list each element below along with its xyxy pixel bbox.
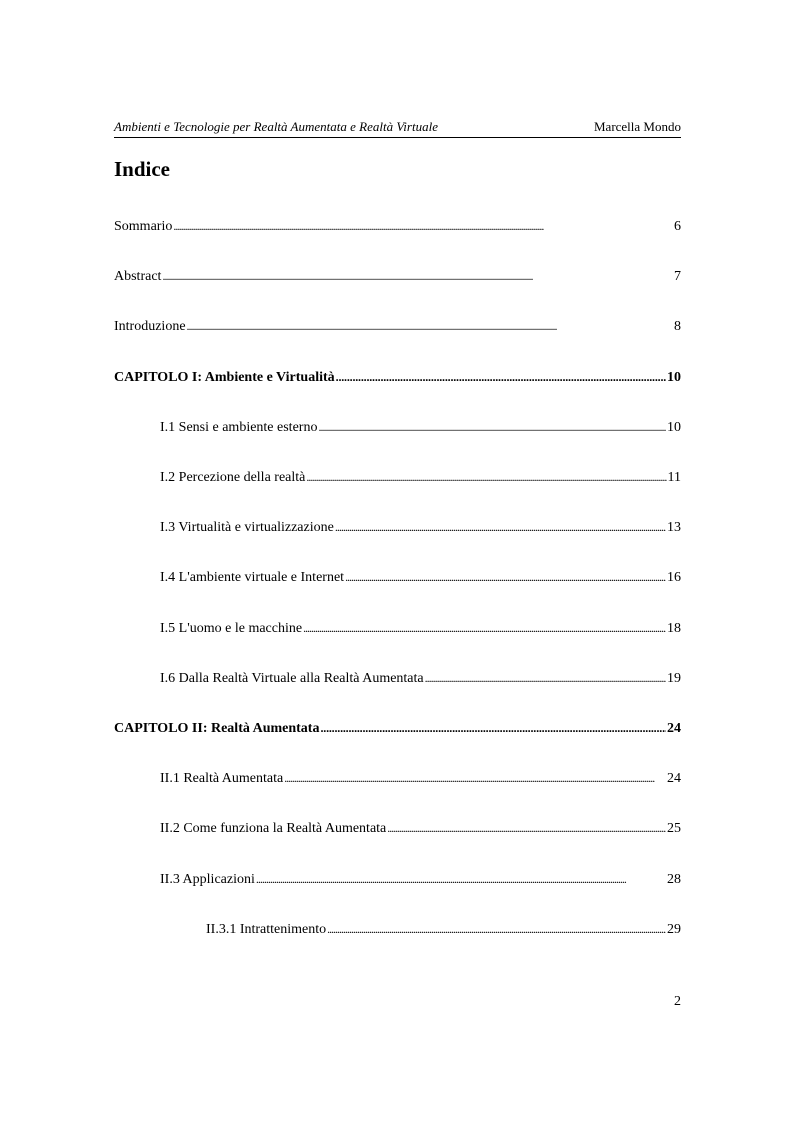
toc-entry-label: II.3.1 Intrattenimento — [206, 922, 327, 937]
toc-entry-label: II.1 Realtà Aumentata — [160, 771, 284, 786]
toc-dot-leader — [425, 669, 666, 688]
toc-entry[interactable] — [160, 619, 681, 638]
toc-dot-leader — [303, 619, 666, 638]
page-title: Indice — [114, 157, 171, 181]
toc-entry-page: 19 — [667, 671, 681, 686]
toc-entry[interactable] — [114, 317, 681, 336]
toc-dot-leader — [318, 418, 666, 437]
toc-dot-leader — [335, 518, 666, 537]
toc-entry[interactable] — [114, 267, 681, 286]
toc-entry-page: 13 — [667, 520, 681, 535]
toc-entry-label: II.2 Come funziona la Realtà Aumentata — [160, 821, 387, 836]
toc-entry-page: 6 — [674, 219, 681, 234]
toc-entry-label: I.4 L'ambiente virtuale e Internet — [160, 570, 345, 585]
toc-entry-page: 10 — [667, 370, 681, 385]
toc-entry-page: 28 — [667, 872, 681, 887]
toc-entry-page: 24 — [667, 771, 681, 786]
toc-dot-leader — [284, 769, 666, 788]
toc-entry-page: 25 — [667, 821, 681, 836]
toc-entry[interactable] — [160, 468, 681, 487]
toc-dot-leader — [345, 568, 666, 587]
toc-entry-page: 7 — [674, 269, 681, 284]
toc-entry[interactable] — [206, 920, 681, 939]
header-title: Ambienti e Tecnologie per Realtà Aumentata e Realtà Virtuale — [114, 119, 438, 134]
toc-dot-leader — [336, 368, 666, 387]
toc-entry[interactable] — [160, 819, 681, 838]
toc-entry-label: I.6 Dalla Realtà Virtuale alla Realtà Aumentata — [160, 671, 424, 686]
page-number: 2 — [674, 994, 681, 1009]
toc-entry[interactable] — [160, 769, 681, 788]
toc-dot-leader — [327, 920, 666, 939]
toc-entry[interactable] — [160, 568, 681, 587]
running-header — [114, 117, 681, 138]
toc-dot-leader — [320, 719, 666, 738]
toc-entry-page: 10 — [667, 420, 681, 435]
toc-entry[interactable] — [160, 418, 681, 437]
toc-entry-label: II.3 Applicazioni — [160, 872, 255, 887]
toc-entry-page: 11 — [667, 470, 681, 485]
toc-entry-label: Abstract — [114, 269, 162, 284]
toc-entry[interactable] — [160, 669, 681, 688]
toc-entry-label: I.3 Virtualità e virtualizzazione — [160, 520, 334, 535]
toc-dot-leader — [187, 317, 673, 336]
toc-entry[interactable] — [114, 217, 681, 236]
header-author: Marcella Mondo — [593, 119, 681, 134]
toc-entry-label: I.1 Sensi e ambiente esterno — [160, 420, 318, 435]
toc-entry-page: 24 — [667, 721, 681, 736]
toc-entry-label: CAPITOLO II: Realtà Aumentata — [114, 721, 320, 736]
toc-entry-label: I.5 L'uomo e le macchine — [160, 621, 303, 636]
toc-dot-leader — [162, 267, 673, 286]
toc-dot-leader — [256, 870, 666, 889]
toc-entry-page: 16 — [667, 570, 681, 585]
toc-entry-label: Introduzione — [114, 319, 186, 334]
toc-entry-label: I.2 Percezione della realtà — [160, 470, 306, 485]
toc-dot-leader — [173, 217, 673, 236]
toc-entry-page: 29 — [667, 922, 681, 937]
toc-entry-label: Sommario — [114, 219, 173, 234]
toc-entry[interactable] — [160, 518, 681, 537]
toc-dot-leader — [306, 468, 666, 487]
toc-entry-label: CAPITOLO I: Ambiente e Virtualità — [114, 370, 335, 385]
toc-dot-leader — [387, 819, 666, 838]
toc-entry[interactable] — [160, 870, 681, 889]
toc-entry[interactable] — [114, 719, 681, 738]
toc-entry-page: 8 — [674, 319, 681, 334]
toc-entry-page: 18 — [667, 621, 681, 636]
toc-entry[interactable] — [114, 368, 681, 387]
